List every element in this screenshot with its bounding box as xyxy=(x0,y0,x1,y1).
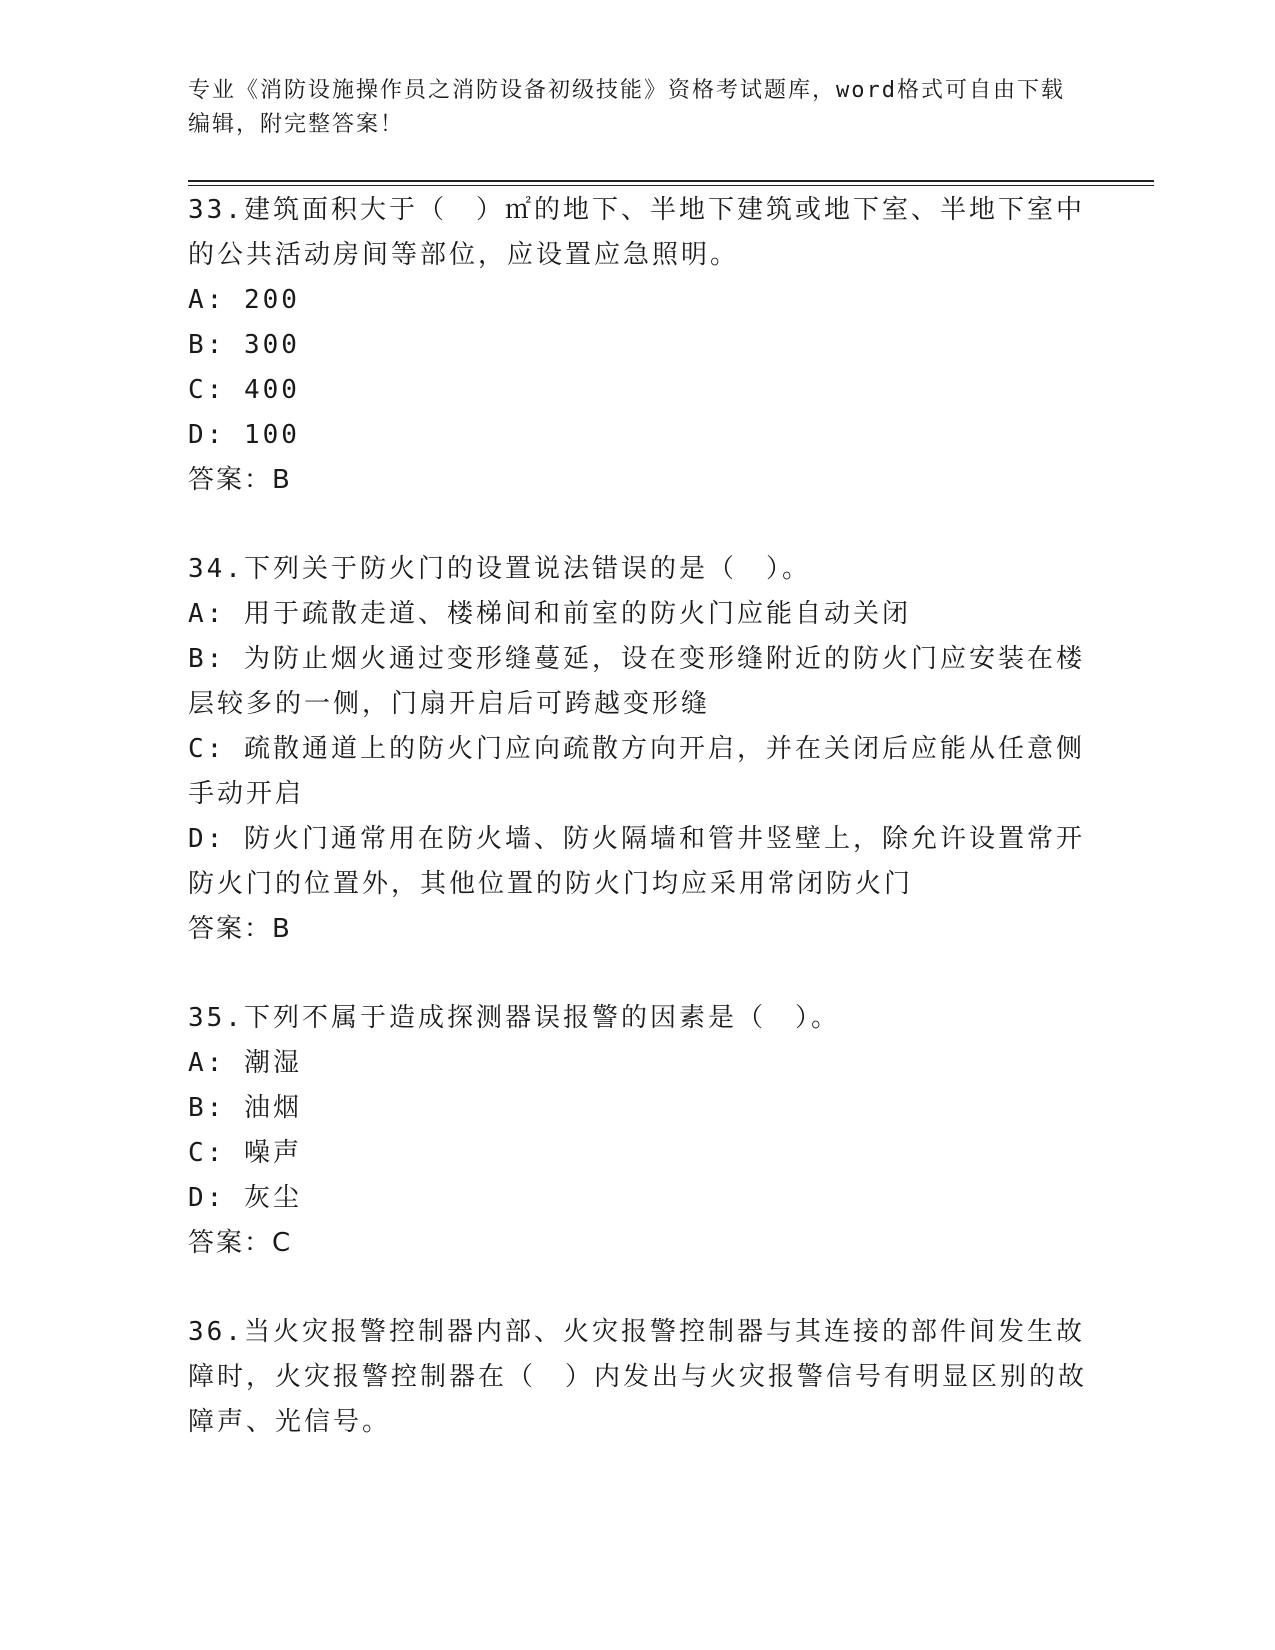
answer-line: 答案：B xyxy=(188,465,292,495)
question-stem: 34.下列关于防火门的设置说法错误的是（ ）。 xyxy=(188,554,811,584)
question-stem: 33.建筑面积大于（ ）㎡的地下、半地下建筑或地下室、半地下室中的公共活动房间等部位，应设置应急照明。 xyxy=(188,195,1085,270)
option-c: C: 疏散通道上的防火门应向疏散方向开启，并在关闭后应能从任意侧手动开启 xyxy=(188,734,1085,809)
option-c: C: 400 xyxy=(188,375,300,405)
header-rule-thin xyxy=(188,185,1154,186)
document-header: 专业《消防设施操作员之消防设备初级技能》资格考试题库，word格式可自由下载编辑，附完整答案！ xyxy=(188,78,1065,137)
question-list xyxy=(188,188,1088,1445)
question-34 xyxy=(188,547,1088,952)
question-spacer xyxy=(188,952,1088,996)
question-spacer xyxy=(188,1266,1088,1310)
question-stem: 35.下列不属于造成探测器误报警的因素是（ ）。 xyxy=(188,1003,840,1033)
question-stem: 36.当火灾报警控制器内部、火灾报警控制器与其连接的部件间发生故障时，火灾报警控制器在（ ）内发出与火灾报警信号有明显区别的故障声、光信号。 xyxy=(188,1317,1088,1437)
answer-line: 答案：C xyxy=(188,1228,293,1258)
option-a: A: 200 xyxy=(188,285,300,315)
option-d: D: 100 xyxy=(188,420,300,450)
option-c: C: 噪声 xyxy=(188,1138,302,1168)
question-33 xyxy=(188,188,1088,503)
option-a: A: 潮湿 xyxy=(188,1048,302,1078)
question-spacer xyxy=(188,503,1088,547)
option-b: B: 油烟 xyxy=(188,1093,302,1123)
option-b: B: 为防止烟火通过变形缝蔓延，设在变形缝附近的防火门应安装在楼层较多的一侧，门扇开启后可跨越变形缝 xyxy=(188,644,1085,719)
answer-line: 答案：B xyxy=(188,914,292,944)
option-d: D: 防火门通常用在防火墙、防火隔墙和管井竖壁上，除允许设置常开防火门的位置外，其他位置的防火门均应采用常闭防火门 xyxy=(188,824,1085,899)
header-rule-thick xyxy=(188,180,1154,182)
question-35 xyxy=(188,996,1088,1266)
option-d: D: 灰尘 xyxy=(188,1183,302,1213)
option-a: A: 用于疏散走道、楼梯间和前室的防火门应能自动关闭 xyxy=(188,599,911,629)
option-b: B: 300 xyxy=(188,330,300,360)
question-36 xyxy=(188,1310,1088,1445)
